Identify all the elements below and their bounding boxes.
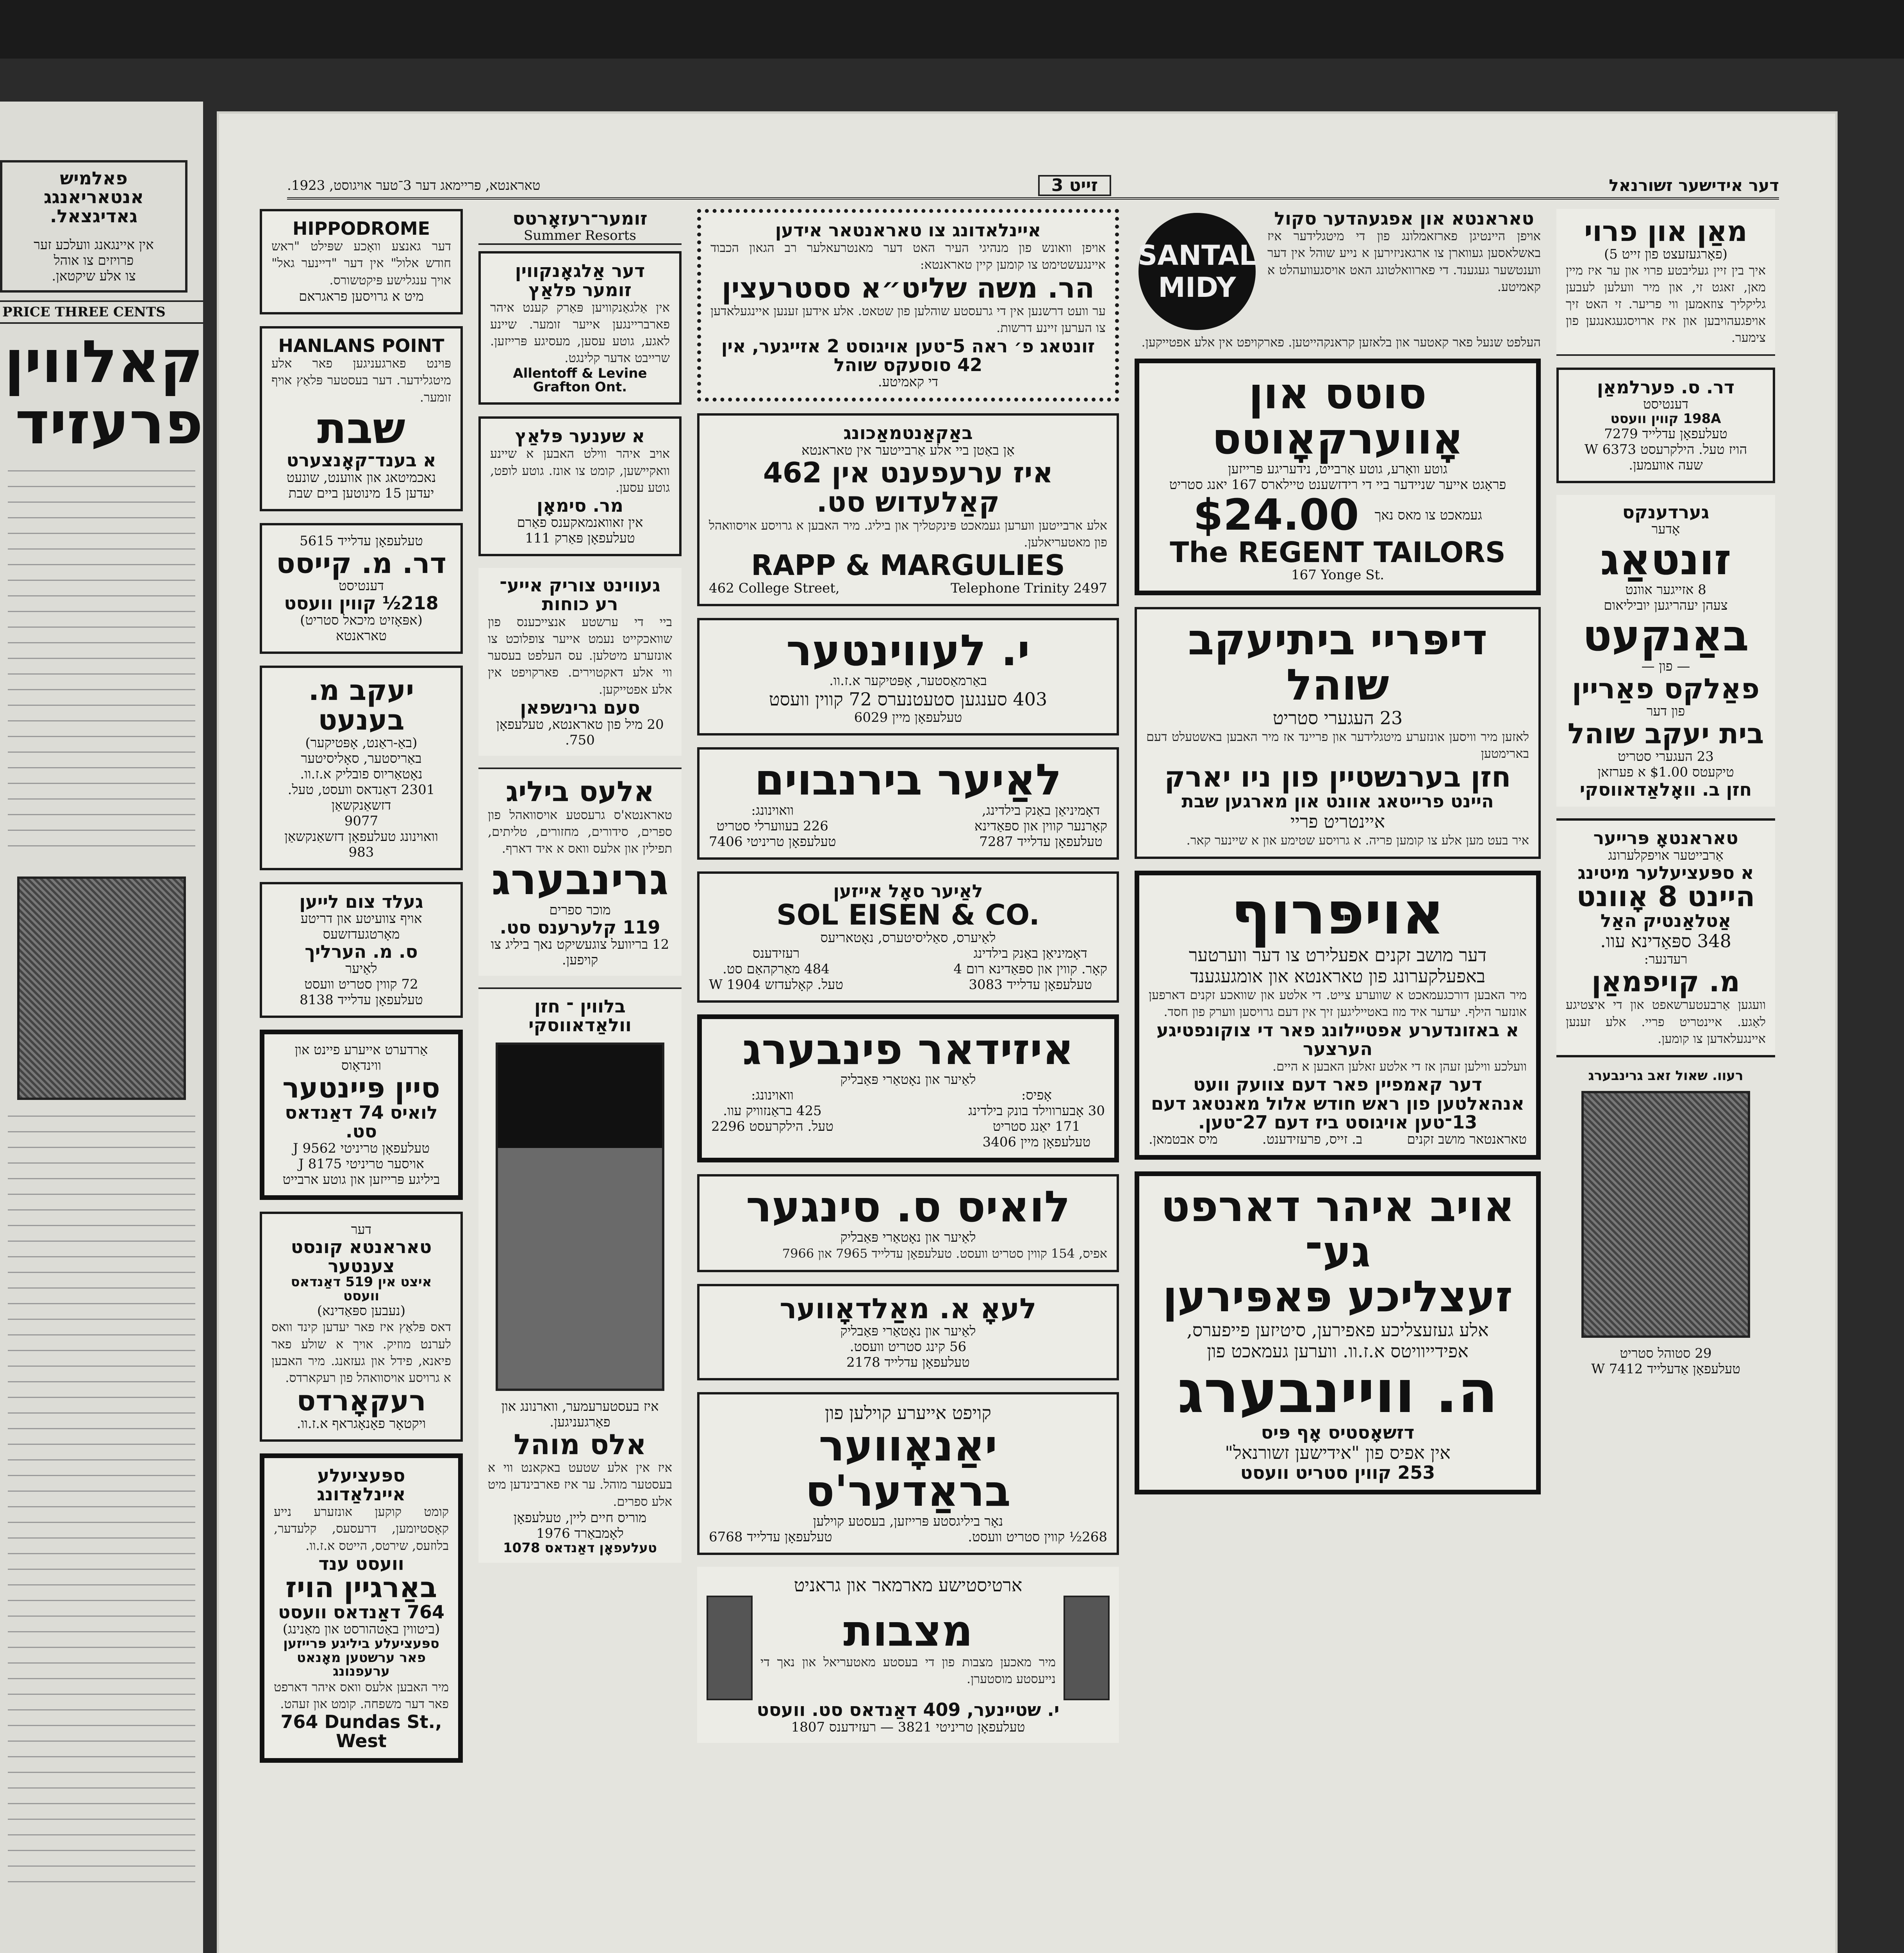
singer-name: לואיס ס. סינגער — [746, 1182, 1071, 1232]
janower-contact — [709, 1529, 1107, 1545]
bennett-address: 2301 דאַנדאס וועסט, טעל. דזשאַנקשאַן — [287, 782, 435, 813]
page-header — [287, 174, 1779, 200]
sol-heading: לאַיער סאָל אייזען — [833, 880, 983, 902]
ad-bennett — [260, 666, 463, 870]
janower-text: נאָר ביליגסטע פּרייזען, בעסטע קוילען — [813, 1514, 1003, 1530]
bargain-text: קומט קוקען אונזערע נייע קאָסטיומען, דרעסעס, קלעדער, בלוזעס, שירטס, הייטס א.ז.וו. — [274, 1504, 449, 1553]
previous-page-edge — [0, 102, 203, 1953]
greenberg-address: 119 קלערענס סט. — [500, 916, 660, 938]
feinberg-office: אָפיס: — [1021, 1087, 1052, 1103]
meeting-text: וועגען אַרבעטערשאפט און די איצטיגע לאַגע. איינטריט פריי. אלע זענען איינגעלאדען צו קומען. — [1566, 997, 1766, 1046]
hippodrome-sign: מיט א גרויסען פראגראם — [299, 288, 424, 304]
appeal-signatures — [1149, 1132, 1527, 1147]
matzevot-row — [707, 1596, 1110, 1700]
kayes-address: 218½ קווין וועסט — [284, 593, 439, 614]
meeting-hall: אַטלאַנטיק האַל — [1600, 910, 1731, 932]
rabbi-name: הר. משה שליט״א ססטרעצין — [721, 271, 1095, 304]
left-price: PRICE THREE CENTS — [0, 300, 203, 324]
appeal-sub: דער מושב זקנים אפעלירט צו דער ווערטער באפעלקערונג פון טאראנטא און אומגעגענד — [1188, 944, 1487, 987]
column-3 — [697, 209, 1119, 1953]
bargain-sub-2: ערעפנונג — [333, 1664, 390, 1680]
ad-meeting — [1556, 818, 1775, 1057]
bennett-phone: וואוינונג טעלעפאָן דזשאַנקשאַן 983 — [284, 828, 438, 860]
weinberg-role: דזשאָסטיס אָף פּיס — [1261, 1422, 1415, 1443]
ad-role: דענטיסט — [1643, 396, 1688, 412]
banquet-of: פון דער — [1646, 703, 1685, 719]
birnbaum-office: דאָמיניאַן באַנק בילדינג, — [981, 802, 1100, 818]
rapp-contact — [709, 580, 1107, 596]
tailors-name: The REGENT TAILORS — [1170, 536, 1506, 569]
ad-matzevot — [697, 1567, 1119, 1742]
feinberg-home: טעל. הילקרעסט 2296 — [711, 1119, 834, 1135]
story-subtitle: (פאָרגעזעצט פון זייט 5) — [1604, 246, 1728, 262]
strength-title: געווינט צוריק אייע־ — [500, 575, 660, 596]
bennett-sub: באַריסטער, סאָליסיטער — [301, 750, 422, 766]
banquet-chazan: חזן ב. וואָלאַדאווסקי — [1579, 779, 1752, 800]
ad-maldower — [697, 1284, 1119, 1381]
top-scan-border — [0, 0, 1904, 59]
ad-regent-tailors — [1135, 359, 1541, 595]
maldower-address: 56 קינג סטריט וועסט. — [849, 1339, 967, 1355]
birnbaum-home: 226 בעווערלי סטריט — [716, 818, 828, 834]
summer-title-en: Summer Resorts — [478, 228, 682, 245]
birnbaum-home: וואוינונג: — [751, 802, 794, 818]
hanlans-shabbat: שבת — [317, 403, 405, 453]
story-toronto — [1267, 209, 1541, 295]
shul-text: לאזען מיר וויסען אונזערע מיטגלידער און פריינד אז מיר האבען באשטעלט דעם בארימטען — [1146, 729, 1529, 761]
weinberg-title: אויב איהר דארפט גע־ — [1160, 1181, 1515, 1276]
herlich-address: 72 קווין סטריט וועסט — [304, 976, 418, 993]
sol-office: קאָר. קווין און ספּאַדינא רום 4 — [953, 961, 1107, 977]
weinberg-name: ה. וויינבערג — [1177, 1358, 1498, 1426]
santal-word: SANTAL — [1137, 239, 1257, 271]
music-title: טאראנטא קונסט צענטער — [291, 1236, 432, 1276]
column-4 — [478, 209, 682, 1953]
meeting-sub: אַרבייטער אויפקלערונג — [1608, 847, 1724, 863]
lewinter-role: באַרמאַסטער, אָפּטיקער א.ז.וו. — [829, 673, 987, 689]
bennett-role: (באַ-ראַנט, אָפּטיקער) — [305, 735, 418, 751]
hippodrome-text: דער גאנצע וואָכע שפּילט "ראש חודש אלול" אין דער "דיינער גאל" אויך ענגלישע פּיקטשורס. — [271, 239, 451, 287]
painter-note: ביליגע פּרייזען און גוטע ארבייט — [282, 1172, 440, 1188]
rapp-title: איז ערעפענט אין 462 קאַלעדוש סט. — [763, 456, 1053, 519]
greenberg-text: טאראנטא'ס גרעסטע אויסוואהל פון ספרים, סידורים, מחזורים, טליתים, תפילין און אלעס וואס א איד דארף. — [488, 807, 672, 856]
banquet-from: — פון — — [1641, 658, 1690, 674]
ad-algonquin — [478, 251, 682, 405]
photo-address: 29 סטוהל סטריט — [1620, 1345, 1712, 1361]
ad-weinberg — [1135, 1171, 1541, 1494]
mohel-address: מוריס חיים ליין, טעלעפאָן לאָמבאַרד 1976 — [513, 1510, 647, 1541]
sol-home: 484 מאַרקהאַם סט. — [723, 961, 830, 977]
banquet-address: 23 העגערי סטריט — [1618, 749, 1714, 764]
santal-midy-logo — [1138, 213, 1256, 330]
painter-phone: טעלעפאָן טריניטי 9562 J — [293, 1141, 430, 1157]
column-1 — [1556, 209, 1775, 1953]
herlich-sub: אויף צוועיטע און דריטע — [300, 910, 422, 927]
left-header-line: אנטאריאנגג — [44, 186, 144, 208]
meeting-speaker: מ. קויפמאַן — [1591, 965, 1740, 998]
herlich-phone: טעלעפאָן עדלייד 8138 — [300, 992, 423, 1008]
feinberg-office: 30 אָבערווילד בונק בילדינג — [968, 1103, 1105, 1119]
mohel-text: איז בעסטערעמער, ווארנונג און פאַרגעניגען. — [501, 1398, 659, 1430]
feinberg-office: 171 יאַנג סטריט — [992, 1119, 1081, 1135]
ad-birnbaum — [697, 747, 1119, 860]
banquet-school: בית יעקב שוהל — [1567, 717, 1764, 750]
meeting-title: א ספּעציעלער מיטינג — [1577, 862, 1754, 883]
ad-janower — [697, 1392, 1119, 1555]
strength-sign: סעם גרינשפאן — [520, 696, 640, 718]
music-records: רעקאָרדס — [296, 1384, 426, 1417]
greenberg-note: 12 בריוועל צוגעשיקט נאך ביליג צו קויפען. — [491, 936, 669, 968]
ad-appeal — [1135, 871, 1541, 1160]
greenberg-role: מוכר ספרים — [549, 902, 611, 918]
ad-bargain-house — [260, 1453, 463, 1763]
janower-heading: קויפט אייערע קוילען פון — [825, 1402, 991, 1424]
monument-icon — [1064, 1596, 1110, 1700]
lewinter-phone: טעלעפאָן מיין 6029 — [854, 710, 962, 726]
sol-home: רעזידענס — [752, 945, 800, 961]
ad-rabbi — [697, 209, 1119, 402]
music-text: דאס פּלאַץ איז פאר יעדען קינד וואס לערנט מוזיק. אויך א שולע פאר פיאנא, פידל און געזאנג. מיר האבען א גרויסע אויסוואהל פון רעקארדס. — [271, 1319, 451, 1385]
matzevot-heading: ארטיסטישע מארמאר און גראניט — [794, 1575, 1022, 1596]
banquet-gardens: גערדענקס — [1622, 501, 1709, 523]
tailors-price-row — [1149, 490, 1527, 540]
ad-name: דר. ס. פערלמאַן — [1597, 376, 1734, 398]
left-header-line: פאלמיש — [60, 168, 128, 189]
sol-office: טעלעפאָן עדלייד 3083 — [969, 976, 1092, 993]
left-header-line: גאדיגצאל. — [50, 205, 137, 227]
painter-name: לואיס 74 דאַנדאס סט. — [285, 1101, 438, 1142]
story-title: טאראנטא און אפגעהדער סקול — [1274, 208, 1534, 229]
mohel-title: אלס מוהל — [514, 1428, 646, 1461]
appeal-mid: א באזונדערע אפטיילונג פאר די צוקונפטיגע הערצער — [1156, 1019, 1519, 1059]
appeal-text-2: וועלכע ווילען זעהן אז די אלטע זאלען האבען א היים. — [1272, 1059, 1527, 1074]
matzevot-text: מיר מאכען מצבות פון די בעסטע מאטעריאל און נאך די נייעסטע מוסטערן. — [760, 1654, 1056, 1687]
ad-hippodrome — [260, 209, 463, 314]
rapp-heading: באַקאַנטמאַכונג — [843, 422, 973, 444]
feinberg-home: וואוינונג: — [751, 1087, 794, 1103]
birnbaum-office: טעלעפאָן עדלייד 7287 — [979, 834, 1103, 850]
newspaper-page — [217, 111, 1838, 1953]
greenberg-name: גרינבערג — [491, 854, 669, 905]
weinberg-office: אין אפיס פון "אידישען זשורנאל" — [1225, 1442, 1451, 1463]
mohel-caption: בלווין ־ חזן וולאַדאווסקי — [528, 995, 632, 1036]
banquet-time: 8 אזייגער אוונט — [1625, 582, 1706, 598]
matzevot-title: מצבות — [843, 1606, 973, 1656]
weinberg-sub: אלע געזעצליכע פאפירען, סיטיזען פייפערס, אפידייוויטס א.ז.וו. ווערען געמאכט פון — [1187, 1319, 1489, 1362]
shul-address: 23 העגערי סטריט — [1272, 707, 1403, 729]
ad-strength — [478, 568, 682, 756]
kayes-phone: טעלעפאָן עדלייד 5615 — [300, 533, 423, 549]
banquet-or: אָדער — [1651, 521, 1680, 537]
rapp-phone: Telephone Trinity 2497 — [951, 580, 1107, 596]
shul-shabbat: היינט פרייטאג אוונט און מארגען שבת — [1181, 791, 1494, 812]
lewinter-name: י. לעווינטער — [786, 625, 1030, 675]
matzevot-address: י. שטיינער, 409 דאַנדאס סט. וועסט — [757, 1699, 1060, 1721]
tailors-text: פראָגט אייער שניידער ביי די רידזשענט טיילארס 167 יאנג סטריט — [1169, 477, 1506, 493]
shul-title: דיפּריי ביתיעקב שוהל — [1188, 614, 1488, 710]
herlich-title: געלד צום לייען — [299, 891, 423, 912]
painter-phone-2: אויסער טריניטי 8175 J — [298, 1156, 424, 1172]
column-2 — [1135, 209, 1541, 1953]
algonquin-sign: Allentoff & Levine Grafton Ont. — [513, 365, 647, 395]
feinberg-details — [711, 1087, 1105, 1150]
ad-feinberg — [697, 1014, 1119, 1163]
portrait-photo — [1581, 1091, 1750, 1338]
janower-phone: טעלעפאָן עדלייד 6768 — [709, 1529, 832, 1545]
bargain-address: 764 דאַנדאס וועסט — [278, 1601, 444, 1623]
painter-heading-2: ווינדאָוס — [341, 1058, 382, 1074]
maldower-sub: לאַיער און נאָטאַרי פּאַבליק — [840, 1323, 976, 1339]
music-heading: דער — [351, 1222, 372, 1238]
janower-name: יאַנאָווער בראַדער'ס — [805, 1421, 1011, 1516]
story-text: אויפן היינטיגן פארזאמלונג פון די מיטגלידער איז באשלאסען געווארן צו ארגאניזירען א נייע שוהל אין דער ווענטשער געגענד. די פארוואלטונג האט אויסגעוועהלט א קאמיטע. — [1267, 229, 1541, 294]
ad-herlich — [260, 882, 463, 1018]
rabbi-sign: די קאמיטע. — [878, 374, 939, 390]
maldower-phone: טעלעפאָן עדלייד 2178 — [846, 1355, 970, 1371]
music-records-sub: ויקטאָר פאָנאָגראף א.ז.וו. — [296, 1416, 426, 1432]
herlich-name: ס. מ. הערליך — [305, 941, 418, 962]
weinberg-street: 253 קווין סטריט וועסט — [1240, 1462, 1435, 1483]
ad-home-phone: הויז טעל. הילקרעסט 6373 W — [1584, 441, 1747, 457]
story-title: מאַן און פרוי — [1584, 215, 1747, 248]
ad-beth-jacob — [1135, 607, 1541, 859]
bargain-name: וועסט ענד — [318, 1553, 404, 1574]
rapp-address: 462 College Street, — [709, 580, 840, 596]
shul-entry: איינטריט פריי — [1290, 810, 1385, 832]
ad-kayes — [260, 523, 463, 654]
feinberg-home: 425 בראַנזוויק עוו. — [723, 1103, 822, 1119]
tailors-title: סוטס און אָווערקאָוטס — [1212, 368, 1463, 464]
algonquin-text: אין אַלגאַנקוויען פּאַרק קענט איהר פארבריינגען אייער זומער. שיינע לאגע, גוטע עסען, מעסיגע פּרייזען. שרייבט אדער קלינגט. — [490, 300, 670, 366]
meeting-heading: טאראנטאָ פּרייער — [1593, 827, 1738, 849]
sol-name: SOL EISEN & CO. — [776, 898, 1040, 931]
feinberg-sub: לאַיער און נאָטאַרי פּאַבליק — [840, 1072, 976, 1088]
bennett-name: יעקב מ. בענעט — [308, 674, 414, 736]
shul-text-2: איר בעט מען אלע צו קומען פריה. א גרויסע שטימע און א שיינער קאר. — [1186, 832, 1529, 848]
lewinter-address: 403 סענגען סטעטנערס 72 קווין וועסט — [769, 689, 1047, 710]
appeal-text: מיר האבען דורכגעמאכט א שווערע צייט. די אלטע און שוואכע זקנים דארפען אונזער הילף. יעדער איד מוז באטייליגען זיך אין דעם גרויסען ווערק פון חסד. — [1149, 987, 1527, 1019]
feinberg-name: איזידאר פינבערג — [742, 1024, 1074, 1074]
left-side-line: אין איינגאנג וועלכע זער — [34, 237, 154, 253]
left-side-line: פרויזים צו אוהל — [54, 252, 134, 268]
meeting-address: 348 ספּאַדינא עוו. — [1600, 930, 1731, 952]
kayes-role: דענטיסט — [339, 578, 384, 594]
left-side-line: צו אלע שיקטאן. — [52, 268, 136, 284]
top-row — [1135, 209, 1541, 334]
summer-title: זומער־רעזאָרטס — [512, 208, 648, 229]
strength-title-2: רע כוחות — [542, 593, 618, 615]
ad-music-center — [260, 1212, 463, 1441]
sol-home: טעל. קאָלעדזש 1904 W — [709, 976, 844, 993]
tailors-price-note: געמאכט צו מאס נאך — [1374, 507, 1482, 523]
painter-heading: אַרדערט אייערע פיינט און — [294, 1042, 428, 1058]
ad-phone: טעלעפאָן עדלייד 7279 — [1604, 426, 1727, 442]
kayes-city: טאראנטא — [335, 628, 387, 644]
rapp-text: אלע ארבייטען ווערען געמאכט פּינקטליך און ביליג. מיר האבען א גרויסע אויסוואהל פון מאטעריאלען. — [709, 518, 1107, 550]
ad-banquet — [1556, 495, 1775, 807]
birnbaum-office: קאָרנער קווין און ספּאַדינא — [974, 818, 1107, 834]
appeal-campaign: דער קאמפיין פאר דעם צוועק וועט אנהאלטען פון ראש חודש אלול מאנטאג דעם 13־טען אויגוסט ביז דעם 27־טען. — [1151, 1074, 1524, 1133]
herlich-sub-2: מאָרטגעדזשעס — [323, 926, 400, 942]
appeal-sign: מיס אבטמאן. — [1149, 1132, 1218, 1148]
bargain-title: ספּעציעלע איינלאַדונג — [317, 1464, 406, 1505]
santal-text: העלפט שנעל פאר קאטער און בלאזען קראנקהייטען. פארקויפט אין אלע אפטייקען. — [1141, 335, 1541, 350]
singer-sub: לאַיער און נאָטאַרי פּאַבליק — [840, 1229, 976, 1245]
feinberg-office: טעלעפאָן מיין 3406 — [982, 1134, 1091, 1150]
herlich-role: לאַיער — [345, 961, 377, 977]
shul-chazan: חזן בערנשטיין פון ניו יארק — [1164, 760, 1511, 793]
rapp-name: RAPP & MARGULIES — [751, 549, 1065, 582]
strength-address: 20 מיל פון טאראנטא, טעלעפאָן 750. — [496, 717, 664, 748]
ad-rapp-margulies — [697, 413, 1119, 606]
ad-lewinter — [697, 618, 1119, 736]
tailors-price: $24.00 — [1193, 490, 1359, 540]
bargain-sub: ספּעציעלע ביליגע פּרייזען פאר ערשטען מאָנאט — [283, 1636, 439, 1666]
midy-word: MIDY — [1158, 271, 1236, 303]
banquet-tickets: טיקעטס $1.00 א פערזאן — [1597, 764, 1734, 780]
sol-details — [709, 946, 1107, 993]
birnbaum-name: לאַיער בירנבוים — [754, 755, 1062, 805]
ad-hanlans — [260, 326, 463, 511]
kayes-name: דר. מ. קייסס — [276, 546, 446, 580]
rabbi-text-2: ער וועט דרשנען אין די גרעסטע שוהלען פון שטאט. אלע אידען זענען איינגעלאדען צו הערען זיינע דרשות. — [710, 303, 1106, 336]
left-headline: פרעזיד — [15, 389, 203, 458]
banquet-title: באַנקעט — [1583, 611, 1749, 661]
banquet-sunday: זונטאַג — [1600, 534, 1731, 584]
monument-icon — [707, 1596, 753, 1700]
birnbaum-home: טעלעפאָן טריניטי 7406 — [709, 834, 836, 850]
ad-hours: שעה אוועמען. — [1629, 457, 1703, 473]
hippodrome-name: HIPPODROME — [292, 218, 430, 239]
greenberg-heading: אלעס ביליג — [506, 775, 654, 808]
page-number: זייט 3 — [1038, 175, 1111, 196]
weinberg-title-2: זעצליכע פּאפּירען — [1162, 1271, 1513, 1322]
left-text-lines — [8, 470, 195, 861]
strength-text: ביי די ערשטע אנצייכענס פון שוואכקייט נעמט אייער צופלוכט צו אונזערע מיטלען. עס העלפט בעסער ווי אלע דאקטוירים. פארקויפט אין אלע אפטייקען. — [488, 614, 672, 697]
ad-mohel — [478, 987, 682, 1563]
bargain-text-2: מיר האבען אלעס וואס איהר דארפט פאר דער משפחה. קומט און זעהט. — [274, 1680, 449, 1712]
maldower-name: לעאָ א. מאַלדאָווער — [780, 1292, 1037, 1325]
painter-title: סיין פּיינטער — [282, 1071, 440, 1105]
music-address-2: (נעבען ספּאַדינא) — [317, 1303, 406, 1319]
shank-title: א שענער פּלאַץ — [515, 425, 645, 447]
ad-sol-eisen — [697, 871, 1119, 1003]
meeting-time: היינט 8 אָוונט — [1576, 880, 1755, 913]
banquet-org: פאַלקס פאַריין — [1572, 672, 1760, 705]
matzevot-phone: טעלעפאָן טריניטי 3821 — רעזידענס 1807 — [791, 1719, 1025, 1735]
left-headline: קאלווין — [4, 328, 203, 396]
sol-sub: לאַיערס, סאַליסיטערס, נאָטאריעס — [820, 930, 996, 946]
mohel-portrait — [496, 1043, 664, 1391]
meeting-speaker-label: רעדנער: — [1644, 951, 1688, 967]
photo-phone: טעלעפאָן אַדעלייד 7412 W — [1591, 1361, 1740, 1377]
ad-perlman — [1556, 368, 1775, 483]
mohel-phone: טעלעפאָן דאַנדאס 1078 — [503, 1540, 657, 1556]
shank-name: מר. סימאָן — [537, 494, 623, 516]
banquet-event: צעהן יעהריגען יוביליאום — [1604, 598, 1728, 614]
shank-phone: טעלעפאָן פּאַרק 111 — [525, 530, 635, 546]
algonquin-title: דער אַלגאָנקווין זומער פלאַץ — [515, 260, 645, 300]
rabbi-time: זונטאג פ׳ ראה 5־טען אויגוסט 2 אזייגער, אין 42 סוסעקס שוהל — [721, 335, 1095, 375]
appeal-title: אויפּרוף — [1231, 879, 1445, 948]
birnbaum-details — [709, 803, 1107, 850]
masthead: דער אידישער זשורנאל — [1609, 175, 1779, 195]
hanlans-concert: א בענד־קאָנצערט — [286, 450, 436, 471]
bargain-address-2: (ביטווין באַטהורסט און מאַנינג) — [282, 1621, 440, 1637]
singer-text: אפיס, 154 קווין סטריט וועסט. טעלעפאָן עדלייד 7965 און 7966 — [782, 1246, 1107, 1261]
left-text-lines — [8, 1116, 195, 1897]
hanlans-text: פּוינט פארגעניגען פאר אלע מיטגלידער. דער בעסטער פּלאַץ אויף זומער. — [271, 356, 451, 405]
bargain-name-2: באַרגיין הויז — [285, 1571, 437, 1604]
rabbi-text: אויפן וואונש פון מנהיגי העיר האט דער מאנטרעאלער רב הגאון הכבוד איינגעשטימט צו קומען קיין טאראנטא: — [710, 240, 1106, 272]
music-address: איצט אין 519 דאַנדאס וועסט — [291, 1274, 432, 1304]
sol-office: דאָמיניאַן באַנק בילדינג — [973, 945, 1087, 961]
story-text: איך בין זיין געליבטע פרוי און ער איז מיין מאן, זאגט זי, און מיר וועלען לעבען גליקליך צוזאמען ווי פריער. זי האט זיך אויפגעהויבען און איז ארויסגעגאנגען פון צימער. — [1566, 262, 1766, 345]
story-mann — [1556, 209, 1775, 356]
rabbi-heading: איינלאדונג צו טאראנטאר אידען — [775, 220, 1041, 241]
tailors-address: 167 Yonge St. — [1291, 567, 1385, 583]
bennett-sub-2: נאָטאַריוס פובליק א.ז.וו. — [300, 766, 423, 782]
photo-caption: רעוו. שאול זאב גרינבערג — [1588, 1068, 1743, 1084]
rapp-sub: אַן באַטן ביי אלע אַרבייטער אין טאראנטא — [801, 442, 1015, 458]
mohel-text-2: איז אין אלע שטעט באקאנט ווי א בעסטער מוהל. ער איז פארבינדען מיט אלע ספרים. — [488, 1460, 672, 1509]
column-5 — [260, 209, 463, 1953]
janower-address: 268½ קווין סטריט וועסט. — [968, 1529, 1107, 1545]
ad-address: 198A קווין וועסט — [1610, 411, 1721, 427]
left-photo — [17, 877, 186, 1100]
tailors-sub: גוטע וואָרע, גוטע אַרבייט, נידעריגע פּרייזען — [1228, 461, 1448, 477]
ad-shank — [478, 416, 682, 556]
bennett-address-2: 9077 — [344, 813, 378, 829]
ad-sign-painter — [260, 1030, 463, 1200]
appeal-sign: ב. זייס, פרעזידענט. — [1262, 1132, 1363, 1148]
ad-greenberg — [478, 768, 682, 976]
dateline: טאראנטא, פריימאג דער 3־טער אויגוסט, 1923. — [287, 178, 541, 193]
ad-singer — [697, 1174, 1119, 1272]
hanlans-name: HANLANS POINT — [278, 335, 444, 356]
shank-place: אין זאוואנמאקענס פאַרם — [517, 515, 643, 531]
shank-text: אויב איהר ווילט האבען א שיינע וואקיישען, קומט צו אונז. גוטע לופט, גוטע עסען. — [490, 446, 670, 495]
hanlans-note: נאכמיטאג און אווענט, שונעט יעדען 15 מינוטען ביים שבת — [286, 470, 436, 501]
kayes-note: (אפּאָזיט מיכאל סטריט) — [300, 612, 423, 628]
appeal-sign: טאראנטאר מושב זקנים — [1407, 1132, 1527, 1148]
bargain-english-address: 764 Dundas St., West — [280, 1711, 442, 1751]
